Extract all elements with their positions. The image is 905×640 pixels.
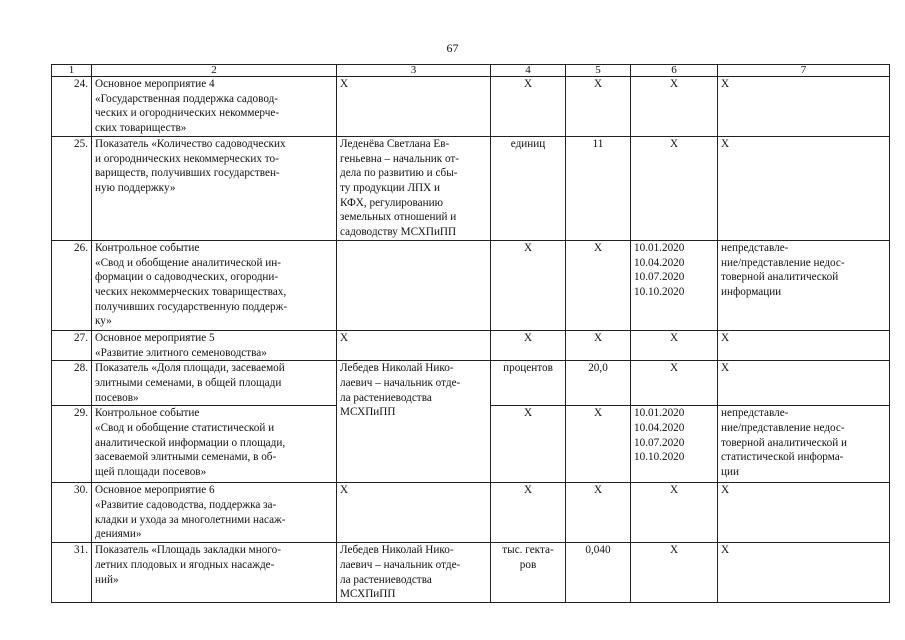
item-description-line: ку» (95, 315, 112, 328)
target-value: Х (566, 406, 631, 483)
responsible-person-line: МСХПиПП (340, 588, 396, 601)
row-number: 28. (52, 361, 92, 406)
risk-note (718, 543, 890, 603)
table-row (52, 330, 890, 360)
unit-of-measure: процентов (491, 361, 566, 406)
deadline-dates (631, 406, 718, 483)
target-value: 11 (566, 136, 631, 240)
item-description-line: щей площади посевов» (95, 466, 207, 479)
target-value: Х (566, 240, 631, 330)
deadline (631, 361, 718, 406)
item-description-line: ную поддержку» (95, 181, 176, 194)
responsible-person-line: Х (340, 331, 349, 344)
column-header-5: 5 (566, 65, 631, 77)
item-description-line: и огороднических некоммерческих то- (95, 152, 279, 165)
risk-note-line: Х (721, 78, 730, 90)
deadline (631, 136, 718, 240)
item-description (92, 543, 337, 603)
page-number: 67 (446, 41, 459, 55)
responsible-person-line: Х (340, 78, 349, 90)
table-row (52, 136, 890, 240)
item-description (92, 330, 337, 360)
unit-of-measure-line: ров (519, 558, 537, 571)
deadline-dates-line: 10.01.2020 (634, 241, 685, 254)
column-header-1: 1 (52, 65, 92, 77)
item-description-line: ческих некоммерческих товариществах, (95, 285, 287, 298)
row-number: 27. (52, 330, 92, 360)
item-description-line: ских товариществ» (95, 122, 187, 135)
table-row (52, 77, 890, 137)
table-row (52, 543, 890, 603)
risk-note (718, 361, 890, 406)
target-value: 20,0 (566, 361, 631, 406)
row-number: 31. (52, 543, 92, 603)
item-description-line: аналитической информации о площади, (95, 436, 286, 449)
deadline-dates-line: 10.01.2020 (634, 407, 685, 420)
responsible-person-line: ла растениеводства (340, 573, 432, 586)
column-header-3: 3 (337, 65, 491, 77)
item-description-line: «Свод и обобщение аналитической ин- (95, 256, 281, 269)
unit-of-measure: единиц (491, 136, 566, 240)
unit-of-measure-line: тыс. гекта- (502, 544, 554, 557)
table-row (52, 483, 890, 543)
item-description-line: «Развитие садоводства, поддержка за- (95, 499, 277, 512)
item-description-line: элитными семенами, в общей площади (95, 376, 282, 389)
risk-note (718, 406, 890, 483)
item-description-line: Показатель «Доля площади, засеваемой (95, 362, 285, 375)
item-description (92, 136, 337, 240)
risk-note-line: Х (721, 362, 730, 375)
target-value: Х (566, 77, 631, 137)
responsible-person (337, 543, 491, 603)
column-header-2: 2 (92, 65, 337, 77)
item-description-line: Контрольное событие (95, 241, 200, 254)
responsible-person-line: ту продукции ЛПХ и (340, 181, 440, 194)
responsible-person (337, 77, 491, 137)
row-number: 26. (52, 240, 92, 330)
deadline-dates-line: 10.04.2020 (634, 256, 685, 269)
item-description-line: Основное мероприятие 6 (95, 484, 215, 497)
risk-note-line: непредставле- (721, 241, 789, 254)
item-description-line: формации о садоводческих, огородни- (95, 271, 279, 284)
row-number: 30. (52, 483, 92, 543)
deadline-line: Х (669, 484, 679, 497)
responsible-person-line: Лебедев Николай Нико- (340, 544, 454, 557)
item-description-line: «Свод и обобщение статистической и (95, 422, 275, 435)
responsible-person-line: лаевич – начальник отде- (340, 558, 461, 571)
item-description-line: ний» (95, 573, 119, 586)
risk-note-line: непредставле- (721, 407, 789, 420)
item-description-line: засеваемой элитными семенами, в об- (95, 451, 277, 464)
deadline (631, 543, 718, 603)
item-description-line: дениями» (95, 528, 142, 541)
row-number: 29. (52, 406, 92, 483)
deadline (631, 330, 718, 360)
risk-note-line: Х (721, 484, 730, 497)
responsible-person (337, 136, 491, 240)
responsible-person (337, 330, 491, 360)
risk-note-line: статистической информа- (721, 451, 844, 464)
column-number-row (52, 65, 890, 77)
unit-of-measure: Х (491, 330, 566, 360)
item-description-line: Показатель «Количество садоводческих (95, 137, 286, 150)
deadline-dates (631, 240, 718, 330)
item-description-line: «Развитие элитного семеноводства» (95, 346, 267, 359)
unit-of-measure: Х (491, 406, 566, 483)
risk-note (718, 136, 890, 240)
deadline-dates-line: 10.10.2020 (634, 451, 685, 464)
item-description-line: ческих и огороднических некоммерче- (95, 107, 280, 120)
responsible-person-line: садоводству МСХПиПП (340, 226, 457, 239)
risk-note (718, 330, 890, 360)
risk-note-line: ние/представление недос- (721, 422, 845, 435)
item-description-line: «Государственная поддержка садовод- (95, 92, 279, 105)
risk-note (718, 240, 890, 330)
item-description-line: летних плодовых и ягодных насажде- (95, 558, 275, 571)
item-description-line: Основное мероприятие 4 (95, 78, 215, 90)
responsible-person (337, 240, 491, 330)
responsible-person-line: КФХ, регулированию (340, 196, 443, 209)
responsible-person-line: МСХПиПП (340, 406, 396, 419)
item-description (92, 361, 337, 406)
item-description-line: Контрольное событие (95, 407, 200, 420)
risk-note (718, 483, 890, 543)
deadline-dates-line: 10.07.2020 (634, 271, 685, 284)
responsible-person-line: Х (340, 484, 349, 497)
risk-note-line: Х (721, 331, 730, 344)
deadline-dates-line: 10.07.2020 (634, 436, 685, 449)
column-header-7: 7 (718, 65, 890, 77)
deadline (631, 77, 718, 137)
deadline-dates-line: 10.04.2020 (634, 422, 685, 435)
deadline-line: Х (669, 137, 679, 150)
column-header-4: 4 (491, 65, 566, 77)
item-description (92, 406, 337, 483)
item-description (92, 483, 337, 543)
risk-note-line: ние/представление недос- (721, 256, 845, 269)
responsible-person-line: Леденёва Светлана Ев- (340, 137, 450, 150)
unit-of-measure (491, 543, 566, 603)
risk-note-line: ции (721, 466, 739, 479)
responsible-person-line: ла растениеводства (340, 391, 432, 404)
deadline-line: Х (669, 331, 679, 344)
deadline-line: Х (669, 362, 679, 375)
row-number: 25. (52, 136, 92, 240)
table-row (52, 361, 890, 406)
responsible-person (337, 483, 491, 543)
risk-note-line: информации (721, 285, 782, 298)
data-table (51, 64, 890, 603)
responsible-person-line: земельных отношений и (340, 211, 457, 224)
responsible-person-line: геньевна – начальник от- (340, 152, 460, 165)
deadline-line: Х (669, 78, 679, 90)
unit-of-measure: Х (491, 240, 566, 330)
target-value: 0,040 (566, 543, 631, 603)
risk-note-line: Х (721, 137, 730, 150)
row-number: 24. (52, 77, 92, 137)
responsible-person-line: дела по развитию и сбы- (340, 167, 458, 180)
item-description-line: посевов» (95, 391, 139, 404)
item-description-line: Основное мероприятие 5 (95, 331, 215, 344)
item-description (92, 240, 337, 330)
risk-note (718, 77, 890, 137)
deadline (631, 483, 718, 543)
risk-note-line: Х (721, 544, 730, 557)
responsible-person (337, 361, 491, 483)
column-header-6: 6 (631, 65, 718, 77)
risk-note-line: товерной аналитической и (721, 436, 848, 449)
responsible-person-line: лаевич – начальник отде- (340, 376, 461, 389)
responsible-person-line: Лебедев Николай Нико- (340, 362, 454, 375)
item-description-line: получивших государственную поддерж- (95, 300, 288, 313)
item-description (92, 77, 337, 137)
item-description-line: вариществ, получивших государствен- (95, 167, 280, 180)
risk-note-line: товерной аналитической (721, 271, 839, 284)
unit-of-measure: Х (491, 77, 566, 137)
target-value: Х (566, 483, 631, 543)
deadline-dates-line: 10.10.2020 (634, 285, 685, 298)
item-description-line: кладки и ухода за многолетними насаж- (95, 513, 286, 526)
unit-of-measure: Х (491, 483, 566, 543)
deadline-line: Х (669, 544, 679, 557)
target-value: Х (566, 330, 631, 360)
item-description-line: Показатель «Площадь закладки много- (95, 544, 281, 557)
table-row (52, 240, 890, 330)
